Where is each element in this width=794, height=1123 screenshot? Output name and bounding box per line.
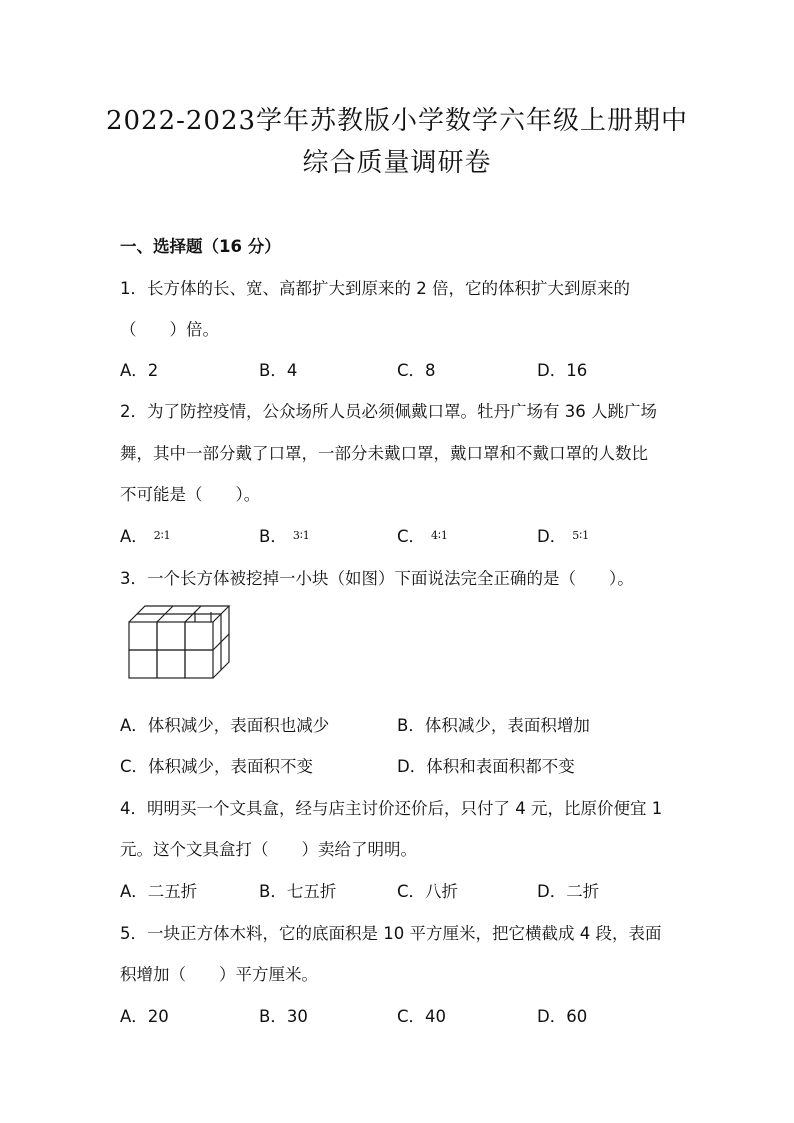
question-3-option-a: A．体积减少，表面积也减少	[120, 716, 330, 735]
question-4-option-c: C．八折	[397, 882, 459, 901]
section-heading: 一、选择题（16 分）	[120, 237, 281, 256]
question-3-option-c: C．体积减少，表面积不变	[120, 757, 314, 776]
ratio-value: 5∶1	[572, 529, 590, 542]
ratio-value: 2∶1	[153, 529, 171, 542]
question-2-text-line-1: 2．为了防控疫情，公众场所人员必须佩戴口罩。牡丹广场有 36 人跳广场	[120, 402, 657, 421]
question-5-text-line-2: 积增加（ ）平方厘米。	[120, 965, 318, 984]
question-5-text-line-1: 5．一块正方体木料，它的底面积是 10 平方厘米，把它横截成 4 段，表面	[120, 924, 662, 943]
question-2-option-c: C． 4∶1	[397, 527, 448, 546]
question-2-option-b: B． 3∶1	[259, 527, 310, 546]
question-1-option-b: B．4	[259, 361, 298, 380]
question-5-option-d: D．60	[537, 1007, 588, 1026]
question-3-option-d: D．体积和表面积都不变	[397, 757, 575, 776]
cuboid-figure	[126, 600, 236, 682]
question-5-option-b: B．30	[259, 1007, 308, 1026]
question-4-option-a: A．二五折	[120, 882, 198, 901]
question-3-text-line-1: 3．一个长方体被挖掉一小块（如图）下面说法完全正确的是（ ）。	[120, 569, 634, 588]
question-4-text-line-1: 4．明明买一个文具盒，经与店主讨价还价后，只付了 4 元，比原价便宜 1	[120, 799, 663, 818]
question-2-option-a: A． 2∶1	[120, 527, 171, 546]
document-title-line-1: 2022-2023学年苏教版小学数学六年级上册期中	[105, 106, 689, 136]
question-2-text-line-2: 舞，其中一部分戴了口罩，一部分未戴口罩，戴口罩和不戴口罩的人数比	[120, 444, 648, 463]
ratio-value: 4∶1	[431, 529, 448, 542]
question-2-text-line-3: 不可能是（ ）。	[120, 485, 261, 504]
question-4-text-line-2: 元。这个文具盒打（ ）卖给了明明。	[120, 840, 417, 859]
question-1-option-c: C．8	[397, 361, 436, 380]
ratio-value: 3∶1	[292, 529, 310, 542]
question-4-option-b: B．七五折	[259, 882, 337, 901]
question-1-text-line-1: 1．长方体的长、宽、高都扩大到原来的 2 倍，它的体积扩大到原来的	[120, 279, 630, 298]
document-title-line-2: 综合质量调研卷	[302, 148, 492, 178]
question-3-option-b: B．体积减少，表面积增加	[397, 716, 590, 735]
question-1-option-a: A．2	[120, 361, 159, 380]
question-1-option-d: D．16	[537, 361, 588, 380]
question-2-option-d: D． 5∶1	[537, 527, 590, 546]
question-5-option-a: A．20	[120, 1007, 169, 1026]
question-4-option-d: D．二折	[537, 882, 600, 901]
question-1-text-line-2: （ ）倍。	[120, 320, 219, 339]
question-5-option-c: C．40	[397, 1007, 447, 1026]
